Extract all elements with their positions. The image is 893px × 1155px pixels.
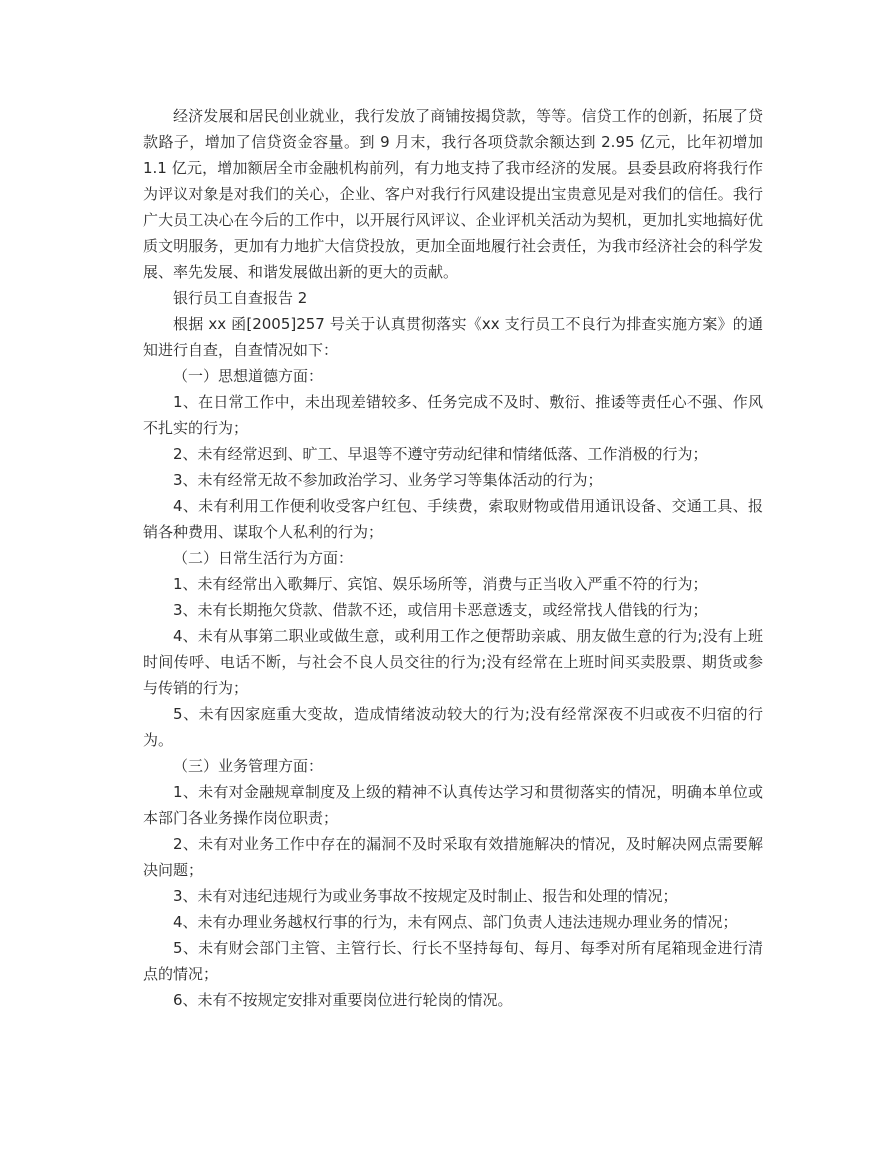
section-heading-2: （二）日常生活行为方面：: [173, 549, 354, 567]
list-item: 1、在日常工作中，未出现差错较多、任务完成不及时、敷衍、推诿等责任心不强、作风不扎实的行为；: [143, 393, 763, 437]
list-item: 3、未有对违纪违规行为或业务事故不按规定及时制止、报告和处理的情况；: [173, 887, 678, 905]
report-title: 银行员工自查报告 2: [173, 289, 308, 307]
paragraph-intro: 经济发展和居民创业就业，我行发放了商铺按揭贷款，等等。信贷工作的创新，拓展了贷款路子，增加了信贷资金容量。到 9 月末，我行各项贷款余额达到 2.95 亿元，比年初增加 1.1 亿元，增加额居全市金融机构前列，有力地支持了我市经济的发展。县委县政府将我行作为评议对象是对我们的关心，企业、客户对我行行风建设提出宝贵意见是对我们的信任。我行广大员工决心在今后的工作中，以开展行风评议、企业评机关活动为契机，更加扎实地搞好优质文明服务，更加有力地扩大信贷投放，更加全面地履行社会责任，为我市经济社会的科学发展、率先发展、和谐发展做出新的更大的贡献。: [143, 107, 763, 281]
section-heading-3: （三）业务管理方面：: [173, 757, 324, 775]
list-item: 6、未有不按规定安排对重要岗位进行轮岗的情况。: [173, 991, 513, 1009]
document-body: [143, 103, 763, 1013]
list-item: 4、未有办理业务越权行事的行为，未有网点、部门负责人违法违规办理业务的情况；: [173, 913, 738, 931]
paragraph-basis: 根据 xx 函[2005]257 号关于认真贯彻落实《xx 支行员工不良行为排查实施方案》的通知进行自查，自查情况如下：: [143, 315, 763, 359]
list-item: 2、未有经常迟到、旷工、早退等不遵守劳动纪律和情绪低落、工作消极的行为；: [173, 445, 708, 463]
list-item: 2、未有对业务工作中存在的漏洞不及时采取有效措施解决的情况，及时解决网点需要解决问题；: [143, 835, 763, 879]
section-heading-1: （一）思想道德方面：: [173, 367, 324, 385]
list-item: 1、未有经常出入歌舞厅、宾馆、娱乐场所等，消费与正当收入严重不符的行为；: [173, 575, 708, 593]
list-item: 1、未有对金融规章制度及上级的精神不认真传达学习和贯彻落实的情况，明确本单位或本部门各业务操作岗位职责；: [143, 783, 763, 827]
list-item: 4、未有从事第二职业或做生意，或利用工作之便帮助亲戚、朋友做生意的行为;没有上班时间传呼、电话不断，与社会不良人员交往的行为;没有经常在上班时间买卖股票、期货或参与传销的行为；: [143, 627, 763, 697]
list-item: 3、未有长期拖欠贷款、借款不还，或信用卡恶意透支，或经常找人借钱的行为；: [173, 601, 708, 619]
list-item: 3、未有经常无故不参加政治学习、业务学习等集体活动的行为；: [173, 471, 603, 489]
list-item: 4、未有利用工作便利收受客户红包、手续费，索取财物或借用通讯设备、交通工具、报销各种费用、谋取个人私利的行为；: [143, 497, 763, 541]
list-item: 5、未有财会部门主管、主管行长、行长不坚持每旬、每月、每季对所有尾箱现金进行清点的情况；: [143, 939, 763, 983]
list-item: 5、未有因家庭重大变故，造成情绪波动较大的行为;没有经常深夜不归或夜不归宿的行为。: [143, 705, 763, 749]
